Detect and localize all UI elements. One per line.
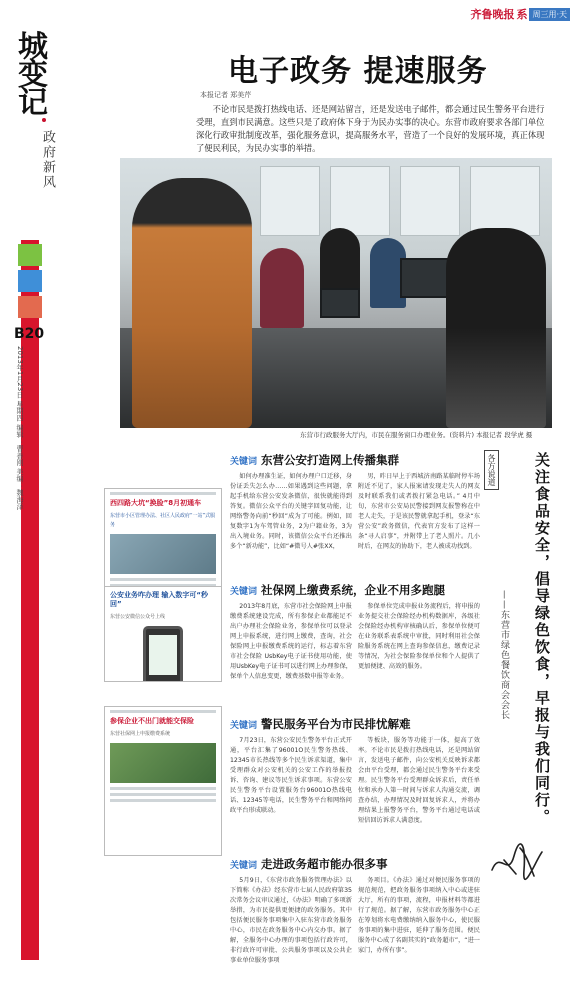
window: [470, 166, 540, 236]
article-heading: [230, 582, 480, 598]
photo-caption: 东营市行政服务大厅内，市民在服务窗口办理业务。(资料片) 本报记者 段学虎 摄: [300, 431, 533, 439]
article: [230, 582, 480, 682]
keyword-label: 关键词: [230, 861, 258, 871]
article-title: 走进政务超市能办很多事: [261, 857, 388, 871]
article-column: 如何办理准生证，如何办理户口迁移，身份证丢失怎么办……如果遇到这些问题，拿起手机给东营公安发条微信，很快就能得到答复。微信公众平台的关键字回复功能，让网络警务向前“秒回”成为了可能。例如，回复数字1为车驾管业务，2为户籍业务，3为出入境业务。同时，该微信公众平台还推出多个“新功能”，比如“#微号人#张XX，: [230, 473, 352, 550]
text-line: [110, 793, 216, 796]
page-headline: 电子政务 提速服务: [228, 54, 488, 89]
masthead-series: 系: [516, 8, 528, 21]
article-column: 2013年8月底，东营市社会保险网上申报缴费系统建设完成，所有参保企业都能足不出户办理社会保险业务，参保单位可以登录网上申报系统，进行网上缴费，查询，社会保险网上申报缴费系统的运行，标志着东营市社会保险 UsbKey电子证书使用功能，使用UsbKey电子证书可以进行网上办理参保，保单个人信息变更，缴费基数申报等业务。: [230, 603, 352, 680]
woman-figure: [132, 178, 252, 428]
article: [230, 856, 480, 966]
text-line: [110, 492, 216, 495]
article-column: 5月9日，《东营市政务服务管理办法》以下简称《办法》经东营市七届人民政府第35次常务会议审议通过，《办法》明确了多项新举措，为市民提供更便捷的政务服务。其中包括便民服务事项集中入驻东营市政务服务中心，市民在政务服务中心内交办事。据了解，全服务中心办理的事项包括行政许可，非行政许可审批、公共服务事项以及公共企事业单位服务事项: [230, 877, 352, 964]
news-photo: [120, 158, 552, 428]
page-number: B20: [14, 326, 45, 342]
article-body: [230, 472, 480, 552]
text-line: [110, 710, 216, 713]
phone-icon: [143, 626, 183, 682]
side-quote: 关注食品安全，倡导绿色饮食，早报与我们同行。: [533, 452, 551, 826]
thumbnail-sub: 东营社保网上申报缴费系统: [110, 731, 171, 737]
text-line: [110, 799, 216, 802]
section-sidebar: [0, 0, 70, 983]
article-title: 警民服务平台为市民排忧解难: [261, 717, 411, 731]
article-heading: [230, 452, 480, 468]
article-column: 参保单位完成申报业务流程后，将申报的业务提交社会保险经办机构数据库，各级社会保险经办机构审核确认后，参保单位便可在业务联系表系统中审批，同时利用社会保险服务系统在网上查询参保信息，缴费记录等情况，为社会保险参保单位和个人提供了更加便捷、高效的服务。: [358, 603, 480, 670]
article-heading: [230, 856, 480, 872]
article-title: 社保网上缴费系统，企业不用多跑腿: [261, 583, 446, 597]
side-tag: 各方说道: [484, 450, 499, 490]
window: [330, 166, 390, 236]
masthead-brand: 齐鲁晚报: [470, 8, 515, 21]
article-title: 东营公安打造网上传播集群: [261, 453, 400, 467]
keyword-label: 关键词: [230, 721, 258, 731]
clipping-thumbnail: [104, 706, 222, 856]
thumbnail-photo: [110, 534, 216, 574]
thumbnail-headline: 参保企业不出门就能交保险: [110, 717, 194, 725]
article-body: [230, 876, 480, 966]
thumbnail-headline: 西四路大坑“换脸”8月初通车: [110, 499, 202, 507]
side-signature-line: ——东营市绿色餐饮商会会长: [499, 590, 509, 720]
masthead-tag: 周三用·天: [529, 8, 570, 21]
handwritten-signature: [486, 830, 546, 890]
swatch-green: [18, 244, 42, 266]
article-column: 务项目。《办法》通过对便民服务事项的规范规范，把政务服务事项纳入中心或进驻大厅，所有的事项，流程，申报材料等都进行了规范。据了解，东营市政务服务中心正在筹划将水电费缴纳纳入服务中心，使民服务事项的集中进驻，延伸了服务范围。便民服务中心成了名副其实的“政务超市”，“进一家门，办所有事”。: [358, 877, 480, 954]
monitor: [400, 258, 450, 298]
swatch-blue: [18, 270, 42, 292]
article-column: 等板块，服务等功能于一体，提高了效率。不论市民是拨打热线电话，还是网站留言，发送电子邮件，向公安机关反映诉求都会由平台受理，都会通过民生警务平台来受理。民生警务平台受理群众诉求后，责任单位和承办人第一时间与诉求人沟通交流，调查办结，办理情况及时回复诉求人，并将办理结果上报警务平台，警务平台通过电话或短信回访诉求人满意度。: [358, 737, 480, 824]
window: [260, 166, 320, 236]
page-credits: 2013年1月23日 星期四 编辑：曹善刚 美编：魏海泽: [16, 346, 24, 510]
masthead: [470, 6, 570, 22]
article: [230, 716, 480, 826]
text-line: [110, 578, 216, 581]
person-figure: [260, 248, 304, 328]
thumbnail-photo: [110, 743, 216, 783]
swatch-orange: [18, 296, 42, 318]
keyword-label: 关键词: [230, 457, 258, 467]
thumbnail-sub: 东营公安微信公众号上线: [110, 614, 166, 620]
section-title: 城变记: [12, 30, 47, 114]
byline: 本报记者 郑美芹: [200, 91, 252, 99]
text-line: [110, 787, 216, 790]
article-body: [230, 736, 480, 826]
article-column: 男，昨日早上于西城济南路某临时停车场附近不见了，家人报案请发现走失人的网友及时联系我们或者拨打紧急电话。” 4月中旬，东营市公安局民警接到网友报警称在中老人走失，于是该民警就拿起手机，登录“东营公安”政务微信，代表官方发布了这样一条“寻人启事”，并附带上了老人照片。几小时后，在网友的协助下，老人被成功找到。: [358, 473, 480, 550]
article-body: [230, 602, 480, 682]
bullet-dot: [42, 118, 46, 122]
monitor: [320, 288, 360, 318]
clipping-thumbnail: [104, 586, 222, 682]
keyword-label: 关键词: [230, 587, 258, 597]
article-column: 7月23日，东营公安民生警务平台正式开通，平台汇集了96001O民生警务热线、12345市长热线等多个民生诉求渠道，集中受理群众对公安机关的公安工作的举报投诉、咨询、建议等民生诉求事项。东营公安民生警务平台设置服务台96001O热线电话、12345等电话，民生警务平台和网络问政平台形成联动。: [230, 737, 352, 814]
lead-paragraph: 不论市民是拨打热线电话、还是网站留言，还是发送电子邮件，都会通过民生警务平台进行受理，直到市民满意。这些只是了政府体下身于为民办实事的决心。东营市政府要求各部门单位深化行政审批制度改革，强化服务意识，提高服务水平，营造了一个良好的发展环境，真正体现了便民利民，为民办实事的举措。: [196, 104, 545, 153]
section-subtitle: 政府新风: [40, 130, 55, 190]
woman-figure: [446, 228, 546, 428]
thumbnail-headline: 公安业务咋办理 输入数字可“秒回”: [110, 591, 209, 608]
window: [400, 166, 460, 236]
article: [230, 452, 480, 552]
article-heading: [230, 716, 480, 732]
thumbnail-sub: 东营市小区管理办法、社区人民政府“一站”式服务: [110, 513, 216, 528]
